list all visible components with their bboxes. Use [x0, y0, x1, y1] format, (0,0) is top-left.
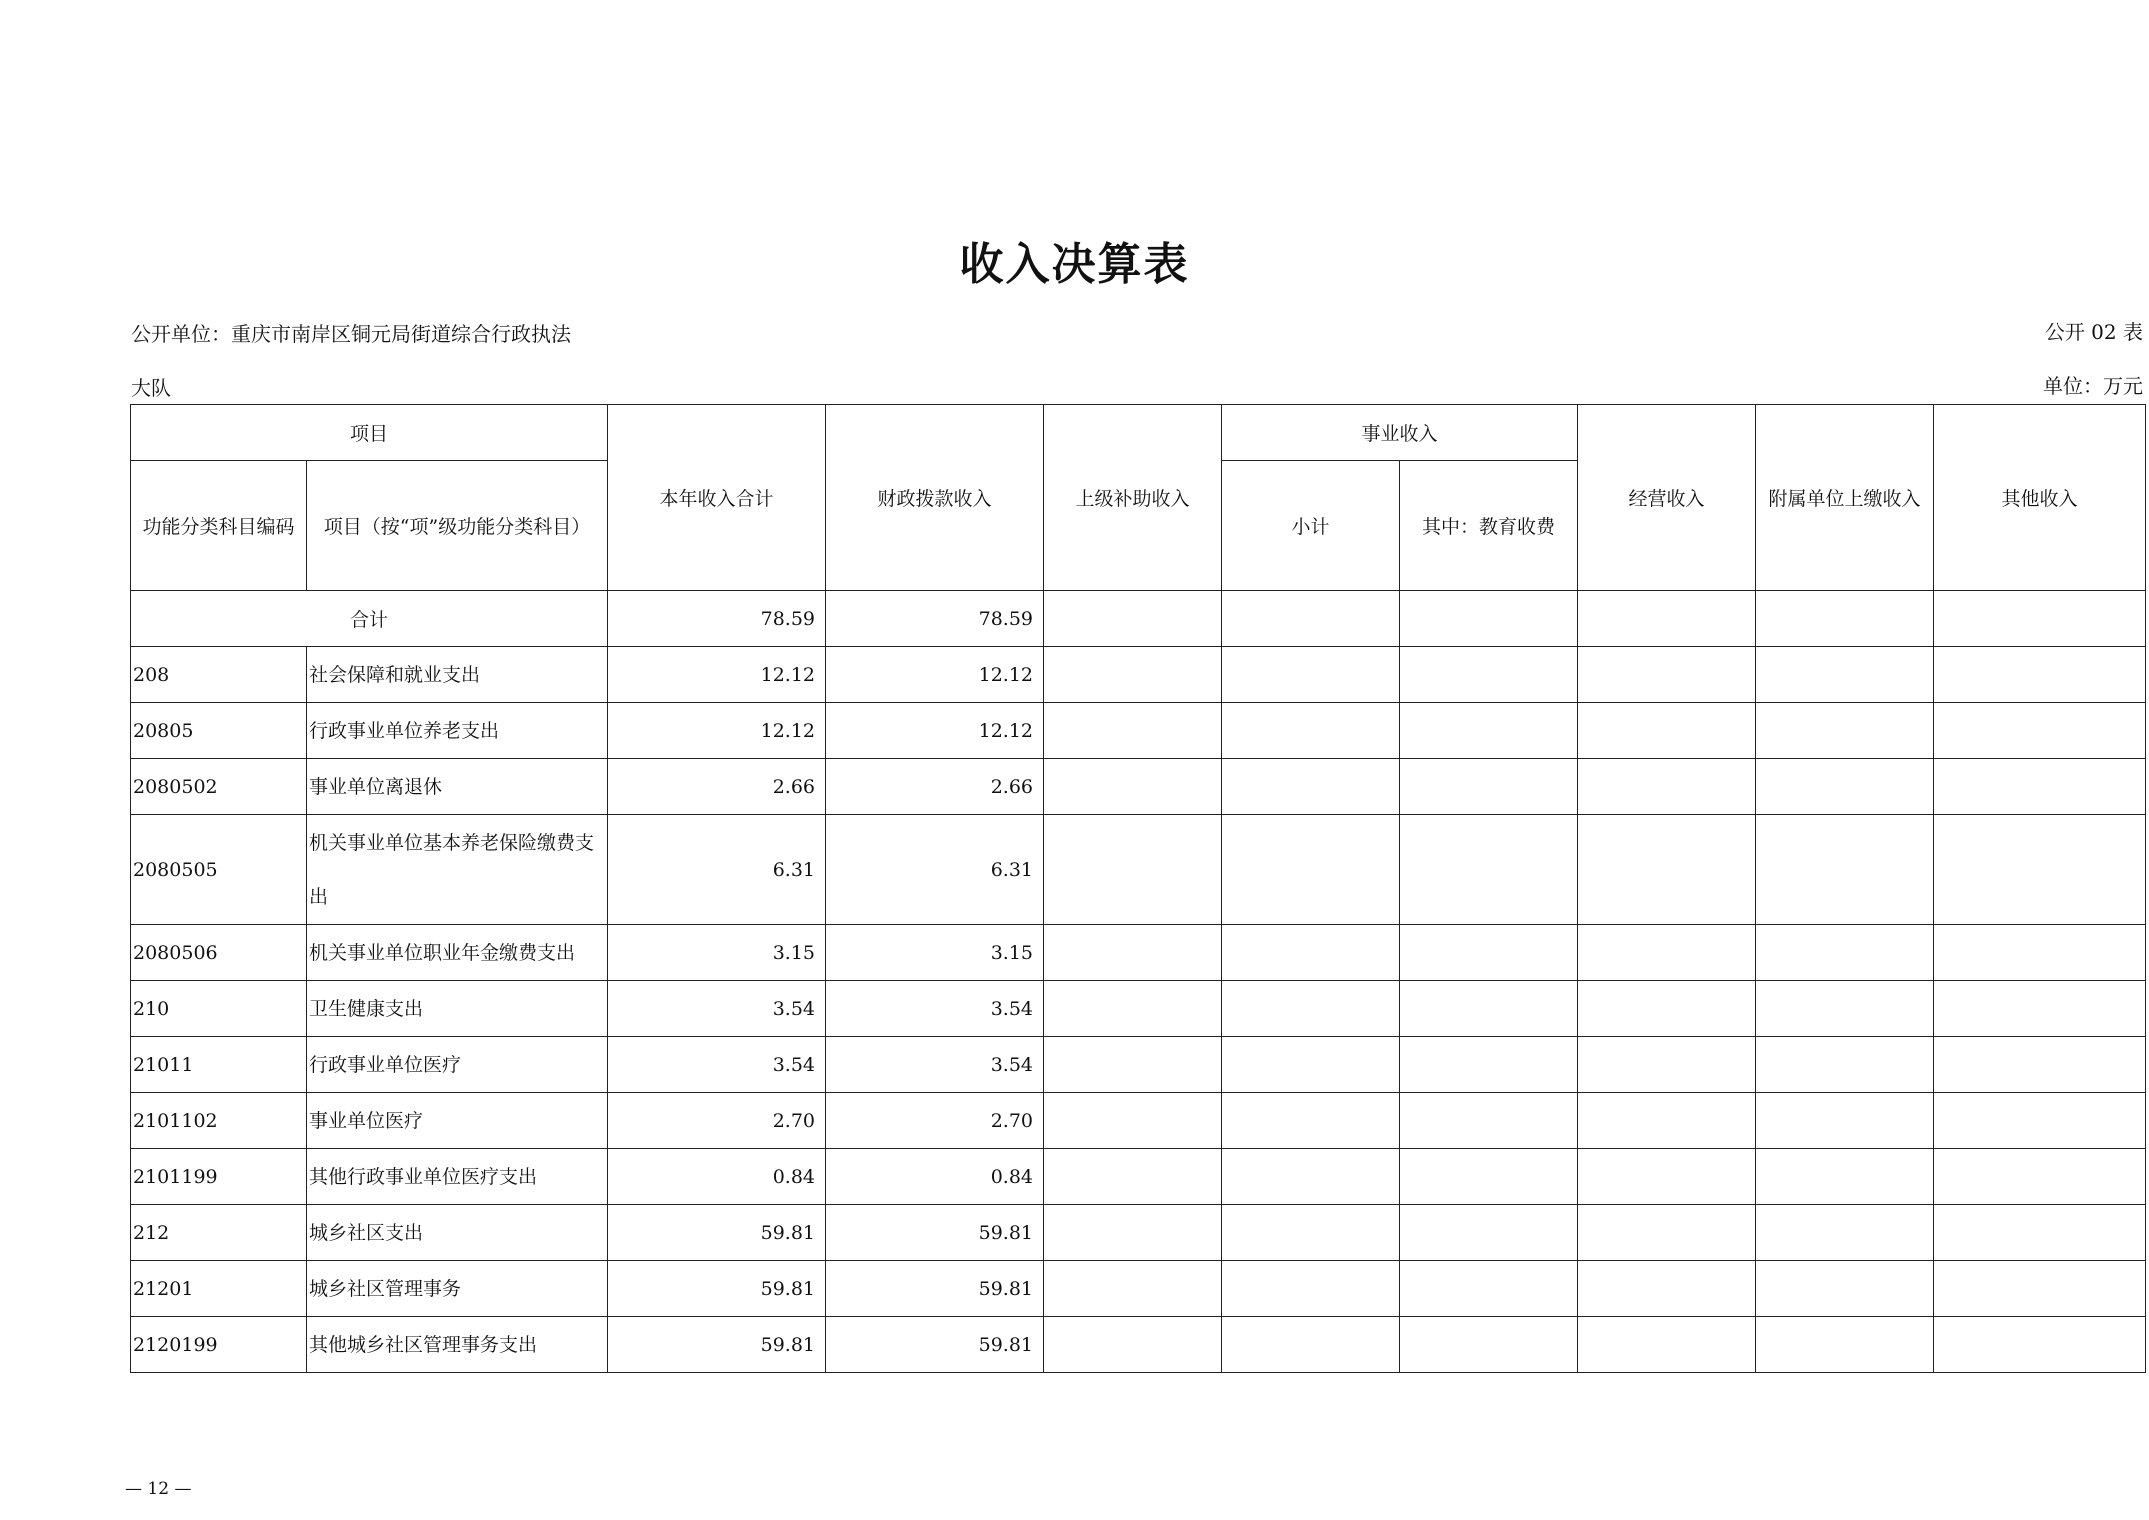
empty-cell: [1400, 647, 1578, 703]
empty-cell: [1756, 815, 1934, 925]
empty-cell: [1578, 759, 1756, 815]
table-row: [131, 1093, 2146, 1149]
empty-cell: [1400, 591, 1578, 647]
form-number: 公开 02 表: [2044, 320, 2143, 344]
function-code-cell: 2080505: [131, 815, 307, 925]
empty-cell: [1934, 759, 2146, 815]
empty-cell: [1756, 647, 1934, 703]
function-name-cell: 事业单位医疗: [307, 1093, 608, 1149]
empty-cell: [1222, 1205, 1400, 1261]
money-unit-label: 单位：万元: [2043, 374, 2143, 398]
header-education-fees: 其中：教育收费: [1400, 461, 1578, 591]
empty-cell: [1934, 1261, 2146, 1317]
total-income-cell: 59.81: [608, 1261, 826, 1317]
table-row: [131, 647, 2146, 703]
function-name-cell: 机关事业单位基本养老保险缴费支出: [307, 815, 608, 925]
function-name-cell: 社会保障和就业支出: [307, 647, 608, 703]
fiscal-income-cell: 3.54: [826, 981, 1044, 1037]
total-fiscal-value: 78.59: [826, 591, 1044, 647]
total-label: 合计: [131, 591, 608, 647]
empty-cell: [1400, 981, 1578, 1037]
empty-cell: [1222, 1317, 1400, 1373]
empty-cell: [1934, 1149, 2146, 1205]
total-income-cell: 3.15: [608, 925, 826, 981]
empty-cell: [1756, 1261, 1934, 1317]
empty-cell: [1934, 925, 2146, 981]
empty-cell: [1044, 647, 1222, 703]
empty-cell: [1578, 647, 1756, 703]
total-income-cell: 3.54: [608, 981, 826, 1037]
empty-cell: [1934, 1317, 2146, 1373]
table-row: [131, 1149, 2146, 1205]
empty-cell: [1934, 1205, 2146, 1261]
empty-cell: [1222, 647, 1400, 703]
table-row: [131, 1317, 2146, 1373]
empty-cell: [1578, 1317, 1756, 1373]
function-code-cell: 2101199: [131, 1149, 307, 1205]
fiscal-income-cell: 2.70: [826, 1093, 1044, 1149]
function-name-cell: 机关事业单位职业年金缴费支出: [307, 925, 608, 981]
function-code-cell: 21011: [131, 1037, 307, 1093]
empty-cell: [1222, 1093, 1400, 1149]
total-income-cell: 12.12: [608, 647, 826, 703]
empty-cell: [1400, 703, 1578, 759]
function-code-cell: 212: [131, 1205, 307, 1261]
empty-cell: [1756, 1149, 1934, 1205]
page-number: — 12 —: [125, 1479, 192, 1499]
header-function-name: 项目（按“项”级功能分类科目）: [307, 461, 608, 591]
function-code-cell: 2101102: [131, 1093, 307, 1149]
empty-cell: [1044, 759, 1222, 815]
fiscal-income-cell: 3.54: [826, 1037, 1044, 1093]
table-row: [131, 981, 2146, 1037]
total-income-cell: 59.81: [608, 1317, 826, 1373]
empty-cell: [1044, 981, 1222, 1037]
header-business-income: 事业收入: [1222, 405, 1578, 461]
total-income-cell: 3.54: [608, 1037, 826, 1093]
empty-cell: [1400, 1037, 1578, 1093]
table-row: [131, 925, 2146, 981]
empty-cell: [1756, 591, 1934, 647]
empty-cell: [1578, 591, 1756, 647]
empty-cell: [1400, 1205, 1578, 1261]
empty-cell: [1756, 925, 1934, 981]
fiscal-income-cell: 12.12: [826, 703, 1044, 759]
empty-cell: [1756, 1205, 1934, 1261]
income-final-accounts-table: [130, 404, 2146, 1373]
table-row: [131, 815, 2146, 925]
total-income-cell: 2.66: [608, 759, 826, 815]
empty-cell: [1756, 1093, 1934, 1149]
function-code-cell: 2120199: [131, 1317, 307, 1373]
empty-cell: [1578, 925, 1756, 981]
empty-cell: [1934, 815, 2146, 925]
empty-cell: [1044, 703, 1222, 759]
fiscal-income-cell: 6.31: [826, 815, 1044, 925]
table-row: [131, 1037, 2146, 1093]
empty-cell: [1400, 925, 1578, 981]
function-name-cell: 卫生健康支出: [307, 981, 608, 1037]
empty-cell: [1044, 1261, 1222, 1317]
empty-cell: [1934, 981, 2146, 1037]
function-name-cell: 其他行政事业单位医疗支出: [307, 1149, 608, 1205]
empty-cell: [1934, 1093, 2146, 1149]
header-other-income: 其他收入: [1934, 405, 2146, 591]
empty-cell: [1044, 1149, 1222, 1205]
function-code-cell: 208: [131, 647, 307, 703]
empty-cell: [1756, 759, 1934, 815]
header-business-subtotal: 小计: [1222, 461, 1400, 591]
function-name-cell: 城乡社区管理事务: [307, 1261, 608, 1317]
empty-cell: [1044, 925, 1222, 981]
empty-cell: [1756, 703, 1934, 759]
empty-cell: [1044, 1037, 1222, 1093]
empty-cell: [1044, 1205, 1222, 1261]
function-name-cell: 事业单位离退休: [307, 759, 608, 815]
empty-cell: [1044, 1317, 1222, 1373]
empty-cell: [1044, 591, 1222, 647]
function-code-cell: 2080502: [131, 759, 307, 815]
empty-cell: [1934, 1037, 2146, 1093]
empty-cell: [1222, 759, 1400, 815]
table-row: [131, 703, 2146, 759]
empty-cell: [1222, 981, 1400, 1037]
empty-cell: [1934, 703, 2146, 759]
empty-cell: [1578, 1037, 1756, 1093]
page-title: 收入决算表: [959, 239, 1190, 290]
header-superior-subsidy: 上级补助收入: [1044, 405, 1222, 591]
empty-cell: [1756, 1037, 1934, 1093]
empty-cell: [1578, 815, 1756, 925]
empty-cell: [1400, 1317, 1578, 1373]
function-name-cell: 其他城乡社区管理事务支出: [307, 1317, 608, 1373]
table-row: [131, 759, 2146, 815]
fiscal-income-cell: 0.84: [826, 1149, 1044, 1205]
total-income-value: 78.59: [608, 591, 826, 647]
total-income-cell: 59.81: [608, 1205, 826, 1261]
function-code-cell: 2080506: [131, 925, 307, 981]
fiscal-income-cell: 12.12: [826, 647, 1044, 703]
fiscal-income-cell: 59.81: [826, 1205, 1044, 1261]
function-name-cell: 行政事业单位养老支出: [307, 703, 608, 759]
fiscal-income-cell: 59.81: [826, 1317, 1044, 1373]
header-project: 项目: [131, 405, 608, 461]
empty-cell: [1400, 759, 1578, 815]
empty-cell: [1578, 703, 1756, 759]
empty-cell: [1578, 981, 1756, 1037]
empty-cell: [1756, 981, 1934, 1037]
header-function-code: 功能分类科目编码: [131, 461, 307, 591]
function-code-cell: 21201: [131, 1261, 307, 1317]
table-row: [131, 1205, 2146, 1261]
empty-cell: [1578, 1149, 1756, 1205]
empty-cell: [1222, 1149, 1400, 1205]
total-income-cell: 6.31: [608, 815, 826, 925]
empty-cell: [1400, 1149, 1578, 1205]
header-total-income: 本年收入合计: [608, 405, 826, 591]
fiscal-income-cell: 3.15: [826, 925, 1044, 981]
empty-cell: [1578, 1205, 1756, 1261]
function-code-cell: 210: [131, 981, 307, 1037]
function-name-cell: 行政事业单位医疗: [307, 1037, 608, 1093]
fiscal-income-cell: 2.66: [826, 759, 1044, 815]
empty-cell: [1044, 815, 1222, 925]
publishing-unit-label: 公开单位：重庆市南岸区铜元局街道综合行政执法: [131, 322, 571, 346]
header-fiscal-appropriation: 财政拨款收入: [826, 405, 1044, 591]
function-name-cell: 城乡社区支出: [307, 1205, 608, 1261]
empty-cell: [1400, 1093, 1578, 1149]
empty-cell: [1578, 1261, 1756, 1317]
header-affiliated-income: 附属单位上缴收入: [1756, 405, 1934, 591]
empty-cell: [1400, 1261, 1578, 1317]
total-row: [131, 591, 2146, 647]
empty-cell: [1222, 591, 1400, 647]
empty-cell: [1578, 1093, 1756, 1149]
table-row: [131, 1261, 2146, 1317]
fiscal-income-cell: 59.81: [826, 1261, 1044, 1317]
empty-cell: [1222, 1037, 1400, 1093]
empty-cell: [1222, 1261, 1400, 1317]
total-income-cell: 12.12: [608, 703, 826, 759]
empty-cell: [1222, 815, 1400, 925]
empty-cell: [1934, 647, 2146, 703]
total-income-cell: 2.70: [608, 1093, 826, 1149]
header-operating-income: 经营收入: [1578, 405, 1756, 591]
empty-cell: [1400, 815, 1578, 925]
empty-cell: [1222, 925, 1400, 981]
function-code-cell: 20805: [131, 703, 307, 759]
publishing-unit-label-continued: 大队: [131, 376, 171, 400]
total-income-cell: 0.84: [608, 1149, 826, 1205]
empty-cell: [1756, 1317, 1934, 1373]
empty-cell: [1044, 1093, 1222, 1149]
empty-cell: [1222, 703, 1400, 759]
empty-cell: [1934, 591, 2146, 647]
